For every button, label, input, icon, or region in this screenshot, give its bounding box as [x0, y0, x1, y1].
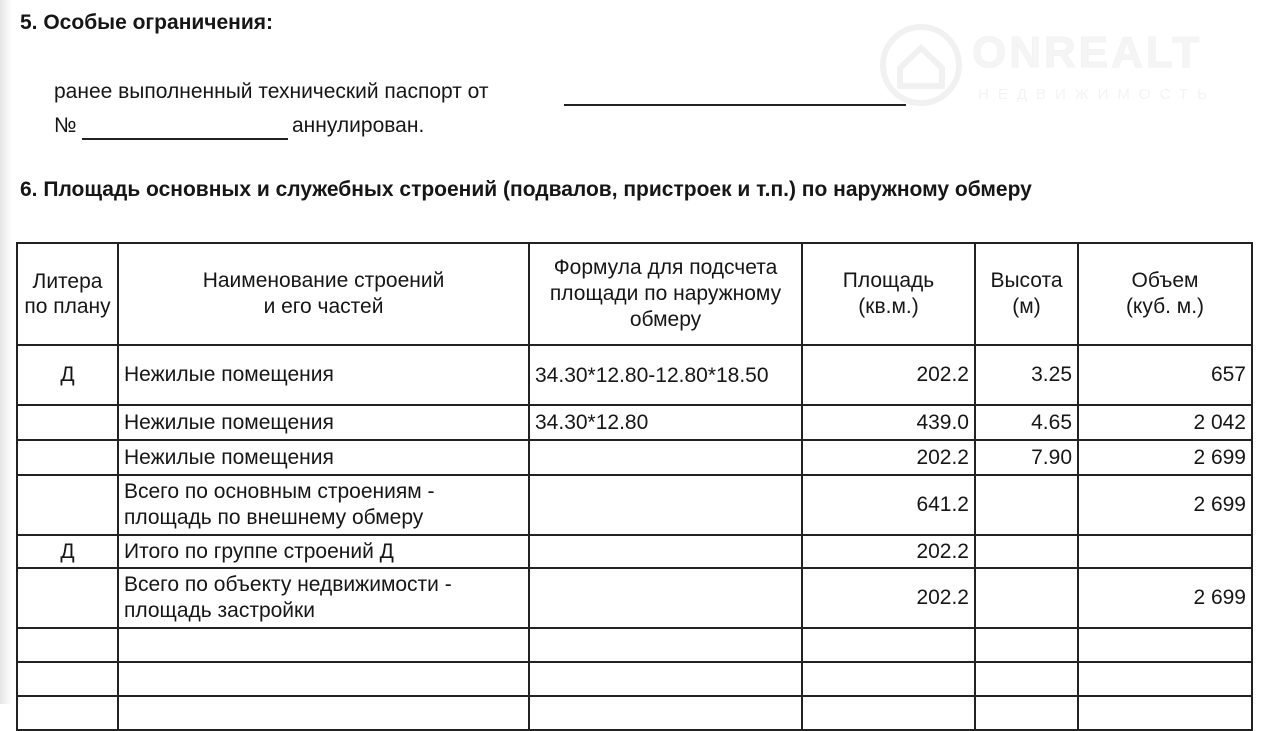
passport-line: ранее выполненный технический паспорт от	[54, 80, 489, 103]
cell-formula	[529, 662, 802, 696]
cell-name: Нежилые помещения	[118, 345, 529, 405]
cell-formula	[529, 628, 802, 662]
number-blank	[82, 138, 288, 140]
col-header-name: Наименование строений и его частей	[118, 243, 529, 345]
cell-area: 202.2	[802, 345, 975, 405]
table-row-empty	[17, 628, 1252, 662]
cell-volume: 2 699	[1078, 475, 1252, 535]
cell-liter: Д	[17, 535, 118, 568]
cell-liter	[17, 568, 118, 628]
cell-name: Итого по группе строений Д	[118, 535, 529, 568]
col-header-volume: Объем (куб. м.)	[1078, 243, 1252, 345]
date-blank	[564, 104, 906, 106]
cell-height	[975, 628, 1078, 662]
scan-edge-shadow	[0, 0, 12, 704]
cell-liter: Д	[17, 345, 118, 405]
cell-formula	[529, 475, 802, 535]
cell-name	[118, 696, 529, 730]
cell-height	[975, 568, 1078, 628]
cell-area: 202.2	[802, 568, 975, 628]
table-row	[17, 405, 1252, 440]
cell-height	[975, 475, 1078, 535]
cell-volume	[1078, 535, 1252, 568]
cell-height: 4.65	[975, 405, 1078, 440]
cell-height	[975, 696, 1078, 730]
cell-formula	[529, 568, 802, 628]
watermark-brand: ONREALT	[972, 28, 1203, 77]
table-row	[17, 345, 1252, 405]
cell-height	[975, 535, 1078, 568]
cell-formula: 34.30*12.80	[529, 405, 802, 440]
cell-height	[975, 662, 1078, 696]
col-header-area: Площадь (кв.м.)	[802, 243, 975, 345]
cell-liter	[17, 628, 118, 662]
cell-name: Нежилые помещения	[118, 440, 529, 475]
building-area-table	[16, 242, 1253, 731]
house-icon	[880, 24, 962, 106]
col-header-liter: Литера по плану	[17, 243, 118, 345]
cell-volume	[1078, 662, 1252, 696]
cell-area	[802, 662, 975, 696]
cell-formula	[529, 696, 802, 730]
col-header-height: Высота (м)	[975, 243, 1078, 345]
cell-area: 641.2	[802, 475, 975, 535]
cell-volume: 2 699	[1078, 568, 1252, 628]
cell-area: 202.2	[802, 440, 975, 475]
cell-liter	[17, 405, 118, 440]
cell-formula: 34.30*12.80-12.80*18.50	[529, 345, 802, 405]
table-row	[17, 535, 1252, 568]
header-row	[17, 243, 1252, 345]
cell-volume	[1078, 696, 1252, 730]
table-row	[17, 440, 1252, 475]
cell-area	[802, 628, 975, 662]
cell-liter	[17, 475, 118, 535]
cell-liter	[17, 440, 118, 475]
cell-name: Нежилые помещения	[118, 405, 529, 440]
cell-area: 202.2	[802, 535, 975, 568]
cell-height: 3.25	[975, 345, 1078, 405]
watermark-subtitle: НЕДВИЖИМОСТЬ	[978, 86, 1216, 103]
cell-area	[802, 696, 975, 730]
annulled-text: аннулирован.	[292, 114, 425, 137]
section-5-title: 5. Особые ограничения:	[20, 11, 273, 34]
cell-area: 439.0	[802, 405, 975, 440]
cell-liter	[17, 662, 118, 696]
table-row	[17, 568, 1252, 628]
table-row-empty	[17, 662, 1252, 696]
cell-name	[118, 662, 529, 696]
cell-volume: 2 699	[1078, 440, 1252, 475]
watermark	[880, 22, 1250, 112]
cell-height: 7.90	[975, 440, 1078, 475]
cell-name	[118, 628, 529, 662]
cell-formula	[529, 535, 802, 568]
cell-volume: 2 042	[1078, 405, 1252, 440]
col-header-formula: Формула для подсчета площади по наружному обмеру	[529, 243, 802, 345]
cell-volume	[1078, 628, 1252, 662]
cell-name: Всего по объекту недвижимости - площадь застройки	[118, 568, 529, 628]
cell-formula	[529, 440, 802, 475]
table-row	[17, 475, 1252, 535]
cell-volume: 657	[1078, 345, 1252, 405]
cell-name: Всего по основным строениям - площадь по внешнему обмеру	[118, 475, 529, 535]
table-row-empty	[17, 696, 1252, 730]
cell-liter	[17, 696, 118, 730]
section-6-title: 6. Площадь основных и служебных строений (подвалов, пристроек и т.п.) по наружному обмеру	[20, 178, 1032, 201]
number-prefix: №	[54, 114, 77, 137]
